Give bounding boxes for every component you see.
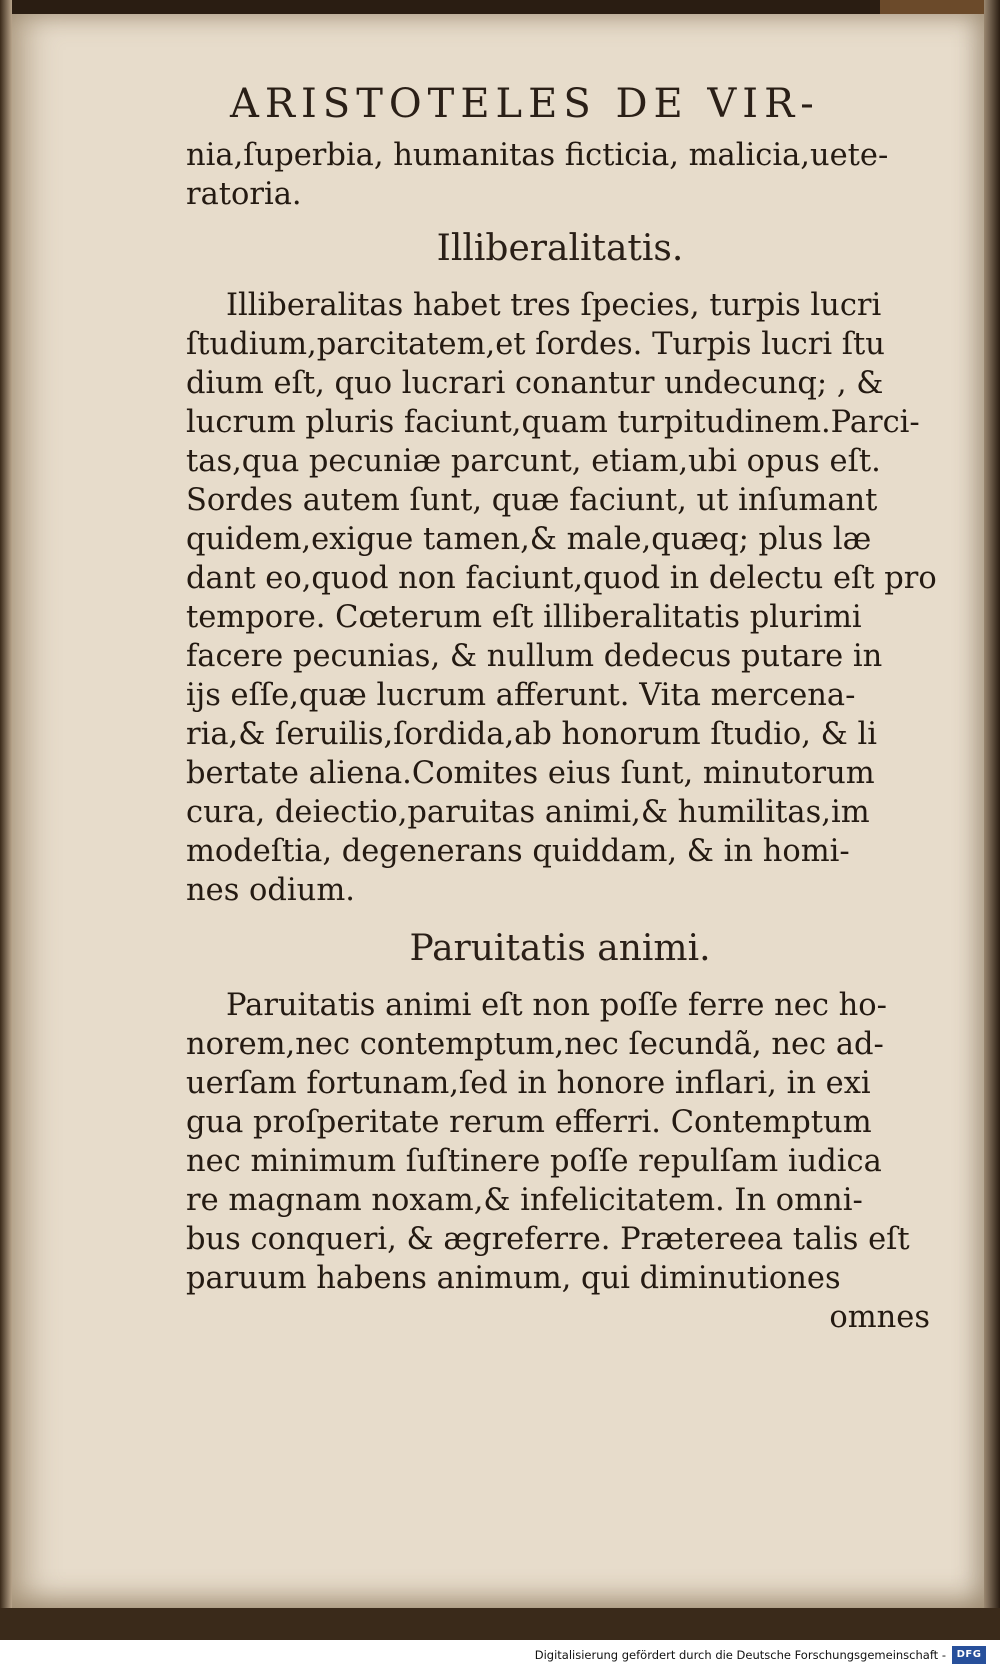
running-head: ARISTOTELES DE VIR-	[230, 81, 820, 127]
page-edge-left	[0, 0, 12, 1640]
text-line: norem,nec contemptum,nec ſecundã, nec ad-	[186, 1027, 884, 1062]
text-line: Sordes autem ſunt, quæ faciunt, ut inſumant	[186, 483, 878, 518]
text-line: bertate aliena.Comites eius ſunt, minutorum	[186, 756, 875, 791]
text-line: re magnam noxam,& infelicitatem. In omni-	[186, 1183, 863, 1218]
page-edge-bottom	[0, 1608, 1000, 1640]
text-line: nes odium.	[186, 873, 355, 908]
text-line: uerſam fortunam,ſed in honore inflari, in exi	[186, 1066, 871, 1101]
page-edge-top	[0, 0, 1000, 14]
text-line: quidem,exigue tamen,& male,quæq; plus læ	[186, 522, 872, 557]
page-edge-right	[984, 0, 1000, 1640]
text-line: Paruitatis animi eſt non poſſe ferre nec ho-	[226, 988, 887, 1023]
text-line: ijs eſſe,quæ lucrum afferunt. Vita mercena-	[186, 678, 856, 713]
text-block	[186, 78, 937, 1337]
text-line: bus conqueri, & ægreferre. Prætereea talis eſt	[186, 1222, 910, 1257]
text-line: modeſtia, degenerans quiddam, & in homi-	[186, 834, 850, 869]
footer-credit: Digitalisierung gefördert durch die Deutsche Forschungsgemeinschaft -	[534, 1648, 946, 1662]
catchword: omnes	[829, 1300, 930, 1335]
section-heading-paruitatis-animi: Paruitatis animi.	[409, 928, 711, 969]
continuation-line: ratoria.	[186, 177, 302, 212]
text-line: lucrum pluris faciunt,quam turpitudinem.Parci-	[186, 405, 920, 440]
text-line: Illiberalitas habet tres ſpecies, turpis lucri	[226, 288, 882, 323]
text-line: nec minimum ſuſtinere poſſe repulſam iudica	[186, 1144, 882, 1179]
footer-bar	[0, 1640, 1000, 1672]
text-line: tempore. Cœterum eſt illiberalitatis plurimi	[186, 600, 862, 635]
continuation-line: nia,ſuperbia, humanitas ficticia, malicia,uete-	[186, 138, 889, 173]
text-line: dant eo,quod non faciunt,quod in delectu eſt pro	[186, 561, 937, 596]
text-line: paruum habens animum, qui diminutiones	[186, 1261, 841, 1296]
text-line: gua proſperitate rerum efferri. Contemptum	[186, 1105, 872, 1140]
text-line: dium eſt, quo lucrari conantur undecunq; , &	[186, 366, 884, 401]
text-line: facere pecunias, & nullum dedecus putare in	[186, 639, 883, 674]
dfg-logo-icon: DFG	[952, 1646, 986, 1664]
section-heading-illiberalitatis: Illiberalitatis.	[436, 228, 684, 269]
text-line: ſtudium,parcitatem,et ſordes. Turpis lucri ſtu	[186, 327, 885, 362]
text-line: cura, deiectio,paruitas animi,& humilitas,im	[186, 795, 870, 830]
text-line: tas,qua pecuniæ parcunt, etiam,ubi opus eſt.	[186, 444, 881, 479]
text-line: ria,& ſeruilis,ſordida,ab honorum ſtudio, & li	[186, 717, 877, 752]
